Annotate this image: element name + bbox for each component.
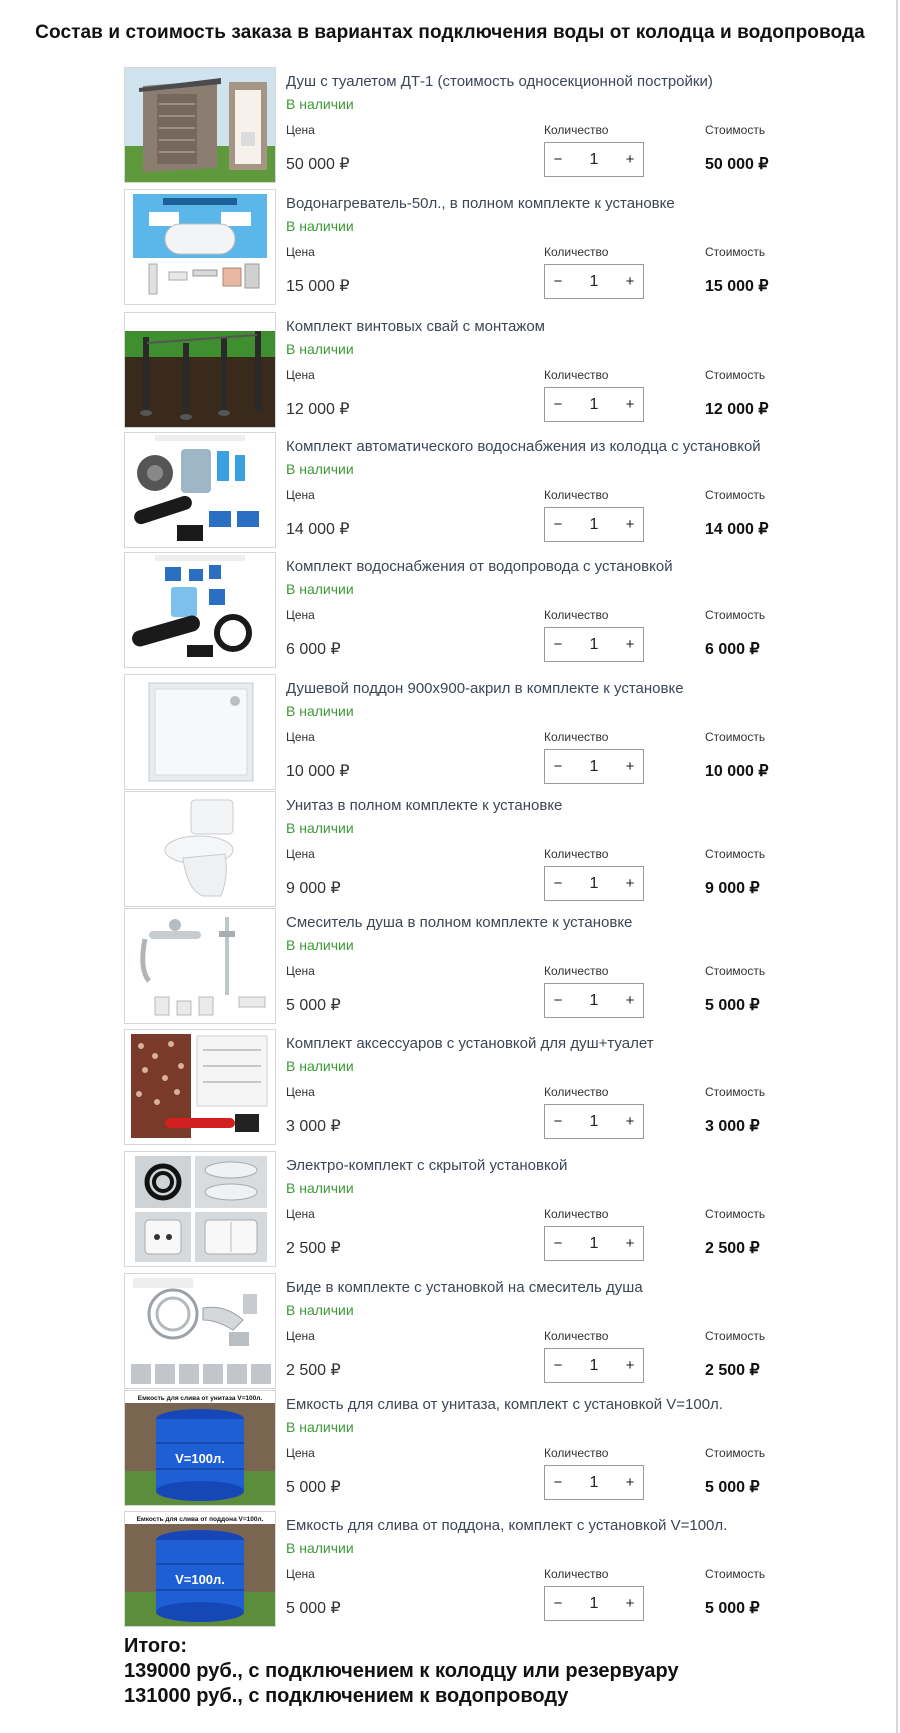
price-label: Цена [286, 1329, 315, 1343]
unit-price: 15 000 ₽ [286, 278, 350, 295]
electrical-kit-image[interactable] [124, 1151, 276, 1267]
unit-price: 12 000 ₽ [286, 401, 350, 418]
decrease-button[interactable]: − [553, 516, 563, 533]
line-cost: 5 000 ₽ [705, 1479, 760, 1496]
water-heater-image[interactable] [124, 189, 276, 305]
decrease-button[interactable]: − [553, 396, 563, 413]
quantity-input[interactable]: 1 [589, 515, 599, 533]
product-name[interactable]: Биде в комплекте с установкой на смеситель душа [286, 1279, 643, 1296]
toilet-image[interactable] [124, 791, 276, 907]
quantity-input[interactable]: 1 [589, 272, 599, 290]
quantity-label: Количество [544, 1085, 609, 1099]
cost-label: Стоимость [705, 1329, 766, 1343]
quantity-input[interactable]: 1 [589, 874, 599, 892]
cost-label: Стоимость [705, 1567, 766, 1581]
quantity-stepper [544, 1104, 644, 1139]
decrease-button[interactable]: − [553, 1357, 563, 1374]
stock-status: В наличии [286, 96, 354, 112]
decrease-button[interactable]: − [553, 875, 563, 892]
increase-button[interactable]: + [625, 1474, 635, 1491]
unit-price: 2 500 ₽ [286, 1362, 341, 1379]
quantity-stepper [544, 1348, 644, 1383]
product-name[interactable]: Душ с туалетом ДТ-1 (стоимость односекционной постройки) [286, 73, 713, 90]
quantity-stepper [544, 627, 644, 662]
line-cost: 50 000 ₽ [705, 156, 769, 173]
quantity-label: Количество [544, 123, 609, 137]
product-name[interactable]: Водонагреватель-50л., в полном комплекте к установке [286, 195, 675, 212]
product-name[interactable]: Смеситель душа в полном комплекте к установке [286, 914, 633, 931]
product-name[interactable]: Емкость для слива от поддона, комплект с установкой V=100л. [286, 1517, 728, 1534]
cost-label: Стоимость [705, 1085, 766, 1099]
line-cost: 5 000 ₽ [705, 997, 760, 1014]
line-cost: 9 000 ₽ [705, 880, 760, 897]
unit-price: 9 000 ₽ [286, 880, 341, 897]
quantity-input[interactable]: 1 [589, 1473, 599, 1491]
cost-label: Стоимость [705, 123, 766, 137]
line-cost: 12 000 ₽ [705, 401, 769, 418]
well-water-kit-image[interactable] [124, 432, 276, 548]
quantity-label: Количество [544, 608, 609, 622]
quantity-stepper [544, 387, 644, 422]
total-well-option: 139000 руб., с подключением к колодцу или резервуару [124, 1660, 679, 1682]
unit-price: 5 000 ₽ [286, 997, 341, 1014]
tank-caption: Емкость для слива от унитаза V=100л. [137, 1395, 263, 1402]
quantity-stepper [544, 507, 644, 542]
quantity-label: Количество [544, 1329, 609, 1343]
cost-label: Стоимость [705, 245, 766, 259]
decrease-button[interactable]: − [553, 151, 563, 168]
quantity-label: Количество [544, 1567, 609, 1581]
product-row [124, 67, 784, 185]
quantity-label: Количество [544, 368, 609, 382]
product-name[interactable]: Душевой поддон 900х900-акрил в комплекте к установке [286, 680, 684, 697]
line-cost: 10 000 ₽ [705, 763, 769, 780]
product-row [124, 908, 784, 1026]
quantity-input[interactable]: 1 [589, 1594, 599, 1612]
stock-status: В наличии [286, 461, 354, 477]
unit-price: 5 000 ₽ [286, 1600, 341, 1617]
product-row [124, 1390, 784, 1508]
product-row [124, 552, 784, 670]
quantity-input[interactable]: 1 [589, 757, 599, 775]
total-mains-option: 131000 руб., с подключением к водопроводу [124, 1685, 569, 1707]
increase-button[interactable]: + [625, 1113, 635, 1130]
shower-cabin-image[interactable] [124, 67, 276, 183]
decrease-button[interactable]: − [553, 1474, 563, 1491]
quantity-stepper [544, 983, 644, 1018]
line-cost: 6 000 ₽ [705, 641, 760, 658]
page-title: Состав и стоимость заказа в вариантах подключения воды от колодца и водопровода [35, 22, 865, 43]
increase-button[interactable]: + [625, 875, 635, 892]
line-cost: 15 000 ₽ [705, 278, 769, 295]
toilet-tank-image[interactable] [124, 1390, 276, 1506]
quantity-input[interactable]: 1 [589, 150, 599, 168]
unit-price: 5 000 ₽ [286, 1479, 341, 1496]
stock-status: В наличии [286, 1540, 354, 1556]
quantity-label: Количество [544, 847, 609, 861]
product-row [124, 1273, 784, 1391]
quantity-label: Количество [544, 730, 609, 744]
increase-button[interactable]: + [625, 992, 635, 1009]
increase-button[interactable]: + [625, 516, 635, 533]
quantity-input[interactable]: 1 [589, 395, 599, 413]
quantity-label: Количество [544, 964, 609, 978]
quantity-stepper [544, 1586, 644, 1621]
order-totals [124, 1634, 679, 1709]
stock-status: В наличии [286, 1419, 354, 1435]
shower-mixer-image[interactable] [124, 908, 276, 1024]
cost-label: Стоимость [705, 1207, 766, 1221]
quantity-label: Количество [544, 1446, 609, 1460]
bidet-image[interactable] [124, 1273, 276, 1389]
decrease-button[interactable]: − [553, 758, 563, 775]
decrease-button[interactable]: − [553, 1113, 563, 1130]
decrease-button[interactable]: − [553, 1235, 563, 1252]
unit-price: 10 000 ₽ [286, 763, 350, 780]
cost-label: Стоимость [705, 964, 766, 978]
unit-price: 50 000 ₽ [286, 156, 350, 173]
quantity-input[interactable]: 1 [589, 1112, 599, 1130]
stock-status: В наличии [286, 703, 354, 719]
unit-price: 6 000 ₽ [286, 641, 341, 658]
product-row [124, 1029, 784, 1147]
line-cost: 2 500 ₽ [705, 1240, 760, 1257]
price-label: Цена [286, 1446, 315, 1460]
tank-caption: Емкость для слива от поддона V=100л. [136, 1516, 264, 1523]
stock-status: В наличии [286, 1302, 354, 1318]
product-name[interactable]: Комплект автоматического водоснабжения из колодца с установкой [286, 438, 761, 455]
accessories-image[interactable] [124, 1029, 276, 1145]
increase-button[interactable]: + [625, 151, 635, 168]
quantity-stepper [544, 866, 644, 901]
volume-badge: V=100л. [175, 1451, 225, 1466]
stock-status: В наличии [286, 341, 354, 357]
quantity-label: Количество [544, 1207, 609, 1221]
line-cost: 2 500 ₽ [705, 1362, 760, 1379]
price-label: Цена [286, 847, 315, 861]
decrease-button[interactable]: − [553, 1595, 563, 1612]
cost-label: Стоимость [705, 368, 766, 382]
stock-status: В наличии [286, 820, 354, 836]
product-row [124, 1151, 784, 1269]
stock-status: В наличии [286, 1058, 354, 1074]
product-row [124, 674, 784, 792]
volume-badge: V=100л. [175, 1572, 225, 1587]
product-name[interactable]: Комплект водоснабжения от водопровода с установкой [286, 558, 673, 575]
tray-tank-image[interactable] [124, 1511, 276, 1627]
product-row [124, 432, 784, 550]
decrease-button[interactable]: − [553, 992, 563, 1009]
cost-label: Стоимость [705, 847, 766, 861]
unit-price: 2 500 ₽ [286, 1240, 341, 1257]
product-name[interactable]: Комплект аксессуаров с установкой для душ+туалет [286, 1035, 654, 1052]
line-cost: 14 000 ₽ [705, 521, 769, 538]
cost-label: Стоимость [705, 488, 766, 502]
increase-button[interactable]: + [625, 758, 635, 775]
product-row [124, 1511, 784, 1629]
totals-heading: Итого: [124, 1635, 188, 1657]
quantity-input[interactable]: 1 [589, 1234, 599, 1252]
quantity-input[interactable]: 1 [589, 635, 599, 653]
price-label: Цена [286, 1207, 315, 1221]
cost-label: Стоимость [705, 730, 766, 744]
quantity-stepper [544, 142, 644, 177]
price-label: Цена [286, 123, 315, 137]
price-label: Цена [286, 1085, 315, 1099]
line-cost: 5 000 ₽ [705, 1600, 760, 1617]
unit-price: 14 000 ₽ [286, 521, 350, 538]
quantity-label: Количество [544, 245, 609, 259]
increase-button[interactable]: + [625, 273, 635, 290]
price-label: Цена [286, 368, 315, 382]
product-name[interactable]: Комплект винтовых свай с монтажом [286, 318, 545, 335]
decrease-button[interactable]: − [553, 636, 563, 653]
increase-button[interactable]: + [625, 1357, 635, 1374]
price-label: Цена [286, 730, 315, 744]
price-label: Цена [286, 964, 315, 978]
quantity-stepper [544, 1226, 644, 1261]
quantity-label: Количество [544, 488, 609, 502]
shower-tray-image[interactable] [124, 674, 276, 790]
stock-status: В наличии [286, 581, 354, 597]
quantity-stepper [544, 1465, 644, 1500]
stock-status: В наличии [286, 937, 354, 953]
product-row [124, 791, 784, 909]
increase-button[interactable]: + [625, 1235, 635, 1252]
quantity-stepper [544, 749, 644, 784]
unit-price: 3 000 ₽ [286, 1118, 341, 1135]
quantity-stepper [544, 264, 644, 299]
increase-button[interactable]: + [625, 636, 635, 653]
price-label: Цена [286, 608, 315, 622]
line-cost: 3 000 ₽ [705, 1118, 760, 1135]
price-label: Цена [286, 488, 315, 502]
increase-button[interactable]: + [625, 1595, 635, 1612]
quantity-input[interactable]: 1 [589, 1356, 599, 1374]
screw-piles-image[interactable] [124, 312, 276, 428]
product-row [124, 189, 784, 307]
mains-water-kit-image[interactable] [124, 552, 276, 668]
cost-label: Стоимость [705, 1446, 766, 1460]
cost-label: Стоимость [705, 608, 766, 622]
stock-status: В наличии [286, 218, 354, 234]
quantity-input[interactable]: 1 [589, 991, 599, 1009]
product-name[interactable]: Унитаз в полном комплекте к установке [286, 797, 563, 814]
product-row [124, 312, 784, 430]
stock-status: В наличии [286, 1180, 354, 1196]
product-name[interactable]: Емкость для слива от унитаза, комплект с установкой V=100л. [286, 1396, 723, 1413]
price-label: Цена [286, 1567, 315, 1581]
increase-button[interactable]: + [625, 396, 635, 413]
decrease-button[interactable]: − [553, 273, 563, 290]
product-name[interactable]: Электро-комплект с скрытой установкой [286, 1157, 568, 1174]
price-label: Цена [286, 245, 315, 259]
